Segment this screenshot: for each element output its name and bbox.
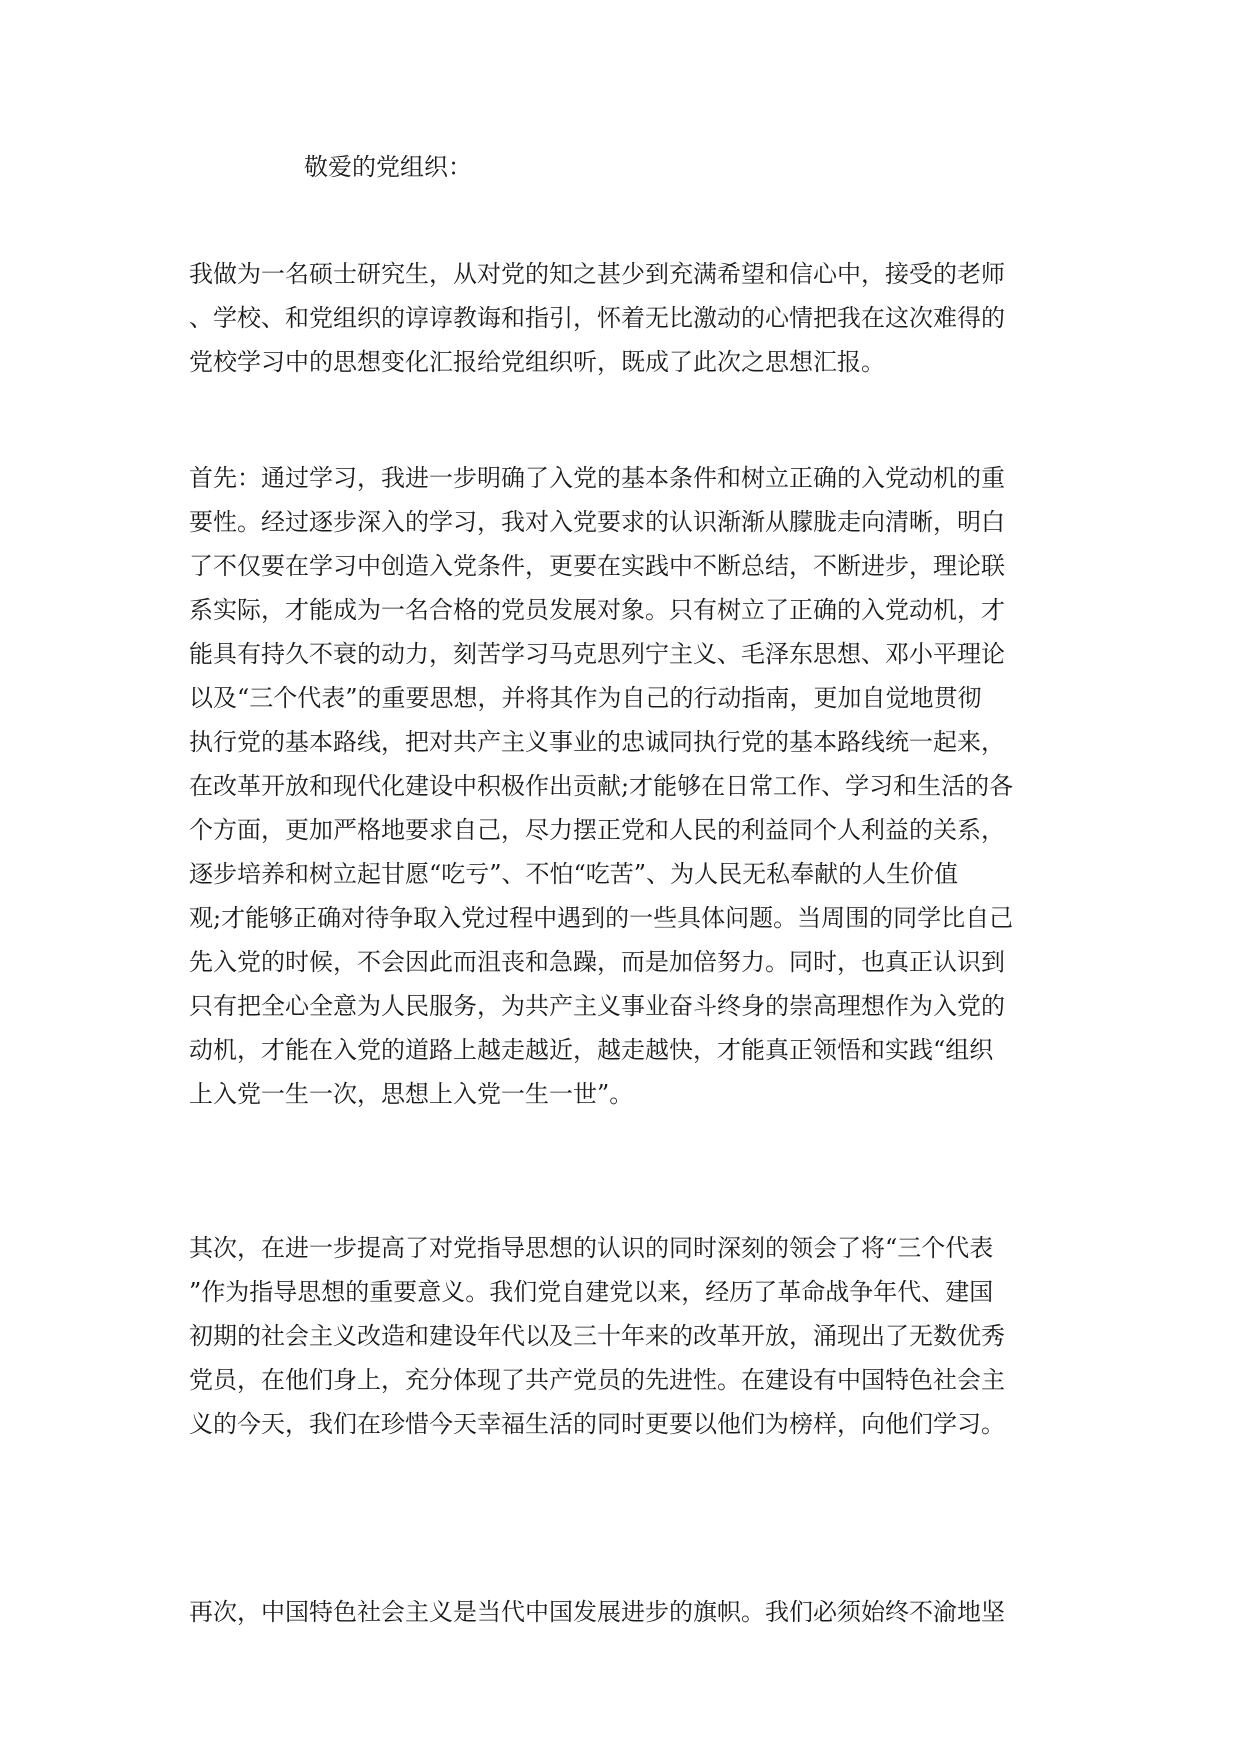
text-line: 执行党的基本路线，把对共产主义事业的忠诚同执行党的基本路线统一起来，	[189, 728, 1005, 756]
text-line: 只有把全心全意为人民服务，为共产主义事业奋斗终身的崇高理想作为入党的	[189, 992, 1005, 1020]
text-line: 党员，在他们身上，充分体现了共产党员的先进性。在建设有中国特色社会主	[189, 1366, 1005, 1394]
text-line: 再次，中国特色社会主义是当代中国发展进步的旗帜。我们必须始终不渝地坚	[189, 1598, 1005, 1626]
text-line: 动机，才能在入党的道路上越走越近，越走越快，才能真正领悟和实践“组织	[189, 1036, 994, 1064]
text-line: 其次，在进一步提高了对党指导思想的认识的同时深刻的领会了将“三个代表	[189, 1234, 994, 1262]
paragraph-first	[189, 456, 1059, 1116]
text-line: 我做为一名硕士研究生，从对党的知之甚少到充满希望和信心中，接受的老师	[189, 260, 1005, 288]
salutation: 敬爱的党组织：	[304, 153, 472, 181]
text-line: 以及“三个代表”的重要思想，并将其作为自己的行动指南，更加自觉地贯彻	[189, 684, 982, 712]
paragraph-intro	[189, 252, 1059, 384]
text-line: 党校学习中的思想变化汇报给党组织听，既成了此次之思想汇报。	[189, 348, 885, 376]
text-line: 了不仅要在学习中创造入党条件，更要在实践中不断总结，不断进步，理论联	[189, 552, 1005, 580]
text-line: 系实际，才能成为一名合格的党员发展对象。只有树立了正确的入党动机，才	[189, 596, 1005, 624]
text-line: 在改革开放和现代化建设中积极作出贡献;才能够在日常工作、学习和生活的各	[189, 772, 1014, 800]
text-line: 先入党的时候，不会因此而沮丧和急躁，而是加倍努力。同时，也真正认识到	[189, 948, 1005, 976]
text-line: 义的今天，我们在珍惜今天幸福生活的同时更要以他们为榜样，向他们学习。	[189, 1410, 1005, 1438]
text-line: ”作为指导思想的重要意义。我们党自建党以来，经历了革命战争年代、建国	[189, 1278, 994, 1306]
text-line: 能具有持久不衰的动力，刻苦学习马克思列宁主义、毛泽东思想、邓小平理论	[189, 640, 1005, 668]
text-line: 、学校、和党组织的谆谆教诲和指引，怀着无比激动的心情把我在这次难得的	[189, 304, 1005, 332]
paragraph-second	[189, 1226, 1059, 1446]
text-line: 首先：通过学习，我进一步明确了入党的基本条件和树立正确的入党动机的重	[189, 464, 1005, 492]
text-line: 逐步培养和树立起甘愿“吃亏”、不怕“吃苦”、为人民无私奉献的人生价值	[189, 860, 959, 888]
text-line: 要性。经过逐步深入的学习，我对入党要求的认识渐渐从朦胧走向清晰，明白	[189, 508, 1005, 536]
text-line: 观;才能够正确对待争取入党过程中遇到的一些具体问题。当周围的同学比自己	[189, 904, 1014, 932]
text-line: 初期的社会主义改造和建设年代以及三十年来的改革开放，涌现出了无数优秀	[189, 1322, 1005, 1350]
text-line: 上入党一生一次，思想上入党一生一世”。	[189, 1080, 634, 1108]
text-line: 个方面，更加严格地要求自己，尽力摆正党和人民的利益同个人利益的关系，	[189, 816, 1005, 844]
paragraph-third	[189, 1590, 1059, 1634]
